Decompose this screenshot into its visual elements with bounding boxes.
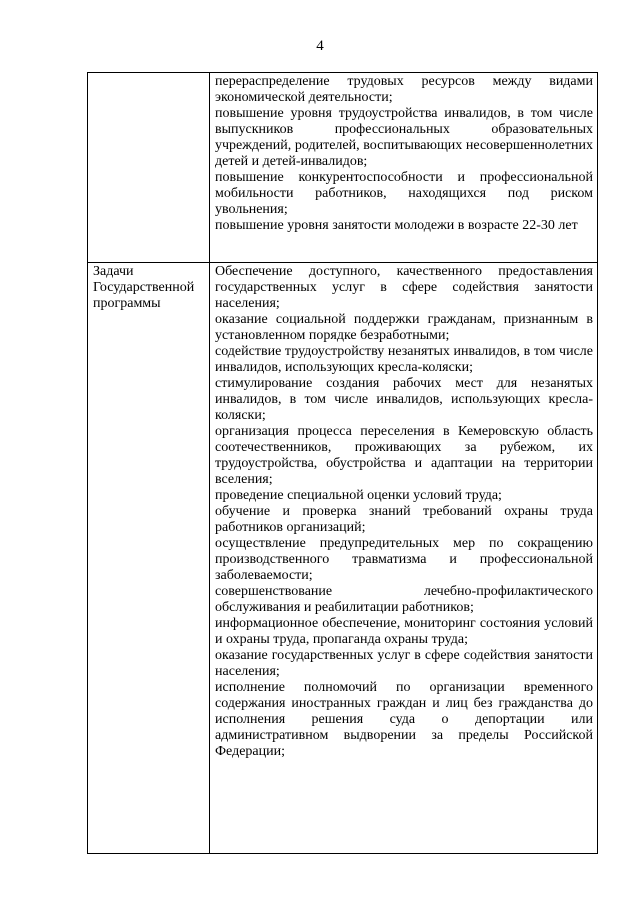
row-content: [210, 73, 598, 263]
table-row: [88, 263, 598, 854]
list-item: информационное обеспечение, мониторинг состояния условий и охраны труда, пропаганда охраны труда;: [215, 616, 593, 647]
list-item: стимулирование создания рабочих мест для незанятых инвалидов, в том числе инвалидов, использующих кресла-коляски;: [215, 376, 593, 423]
list-item: Обеспечение доступного, качественного предоставления государственных услуг в сфере содействия занятости населения;: [215, 264, 593, 311]
list-item: исполнение полномочий по организации временного содержания иностранных граждан и лиц без гражданства до исполнения решения суда о депортации или административном выдворении за пределы Российской Федерации;: [215, 680, 593, 759]
list-item: оказание государственных услуг в сфере содействия занятости населения;: [215, 648, 593, 679]
row-label: [88, 73, 210, 263]
list-item: осуществление предупредительных мер по сокращению производственного травматизма и профессиональной заболеваемости;: [215, 536, 593, 583]
list-item: повышение конкурентоспособности и профессиональной мобильности работников, находящихся под риском увольнения;: [215, 170, 593, 217]
list-item: оказание социальной поддержки гражданам, признанным в установленном порядке безработными;: [215, 312, 593, 343]
list-item: повышение уровня занятости молодежи в возрасте 22-30 лет: [215, 218, 578, 233]
program-table: [87, 72, 598, 854]
list-item: совершенствование лечебно-профилактического обслуживания и реабилитации работников;: [215, 584, 593, 615]
list-item: проведение специальной оценки условий труда;: [215, 488, 502, 503]
row-label: Задачи Государственной программы: [88, 263, 210, 854]
list-item: повышение уровня трудоустройства инвалидов, в том числе выпускников профессиональных образовательных учреждений, родителей, воспитывающих несовершеннолетних детей и детей-инвалидов;: [215, 106, 593, 169]
list-item: организация процесса переселения в Кемеровскую область соотечественников, проживающих за рубежом, их трудоустройства, обустройства и адаптации на территории вселения;: [215, 424, 593, 487]
table-row: [88, 73, 598, 263]
list-item: содействие трудоустройству незанятых инвалидов, в том числе инвалидов, использующих кресла-коляски;: [215, 344, 593, 375]
list-item: перераспределение трудовых ресурсов между видами экономической деятельности;: [215, 74, 593, 105]
page-number: 4: [316, 38, 324, 54]
list-item: обучение и проверка знаний требований охраны труда работников организаций;: [215, 504, 593, 535]
row-content: [210, 263, 598, 854]
